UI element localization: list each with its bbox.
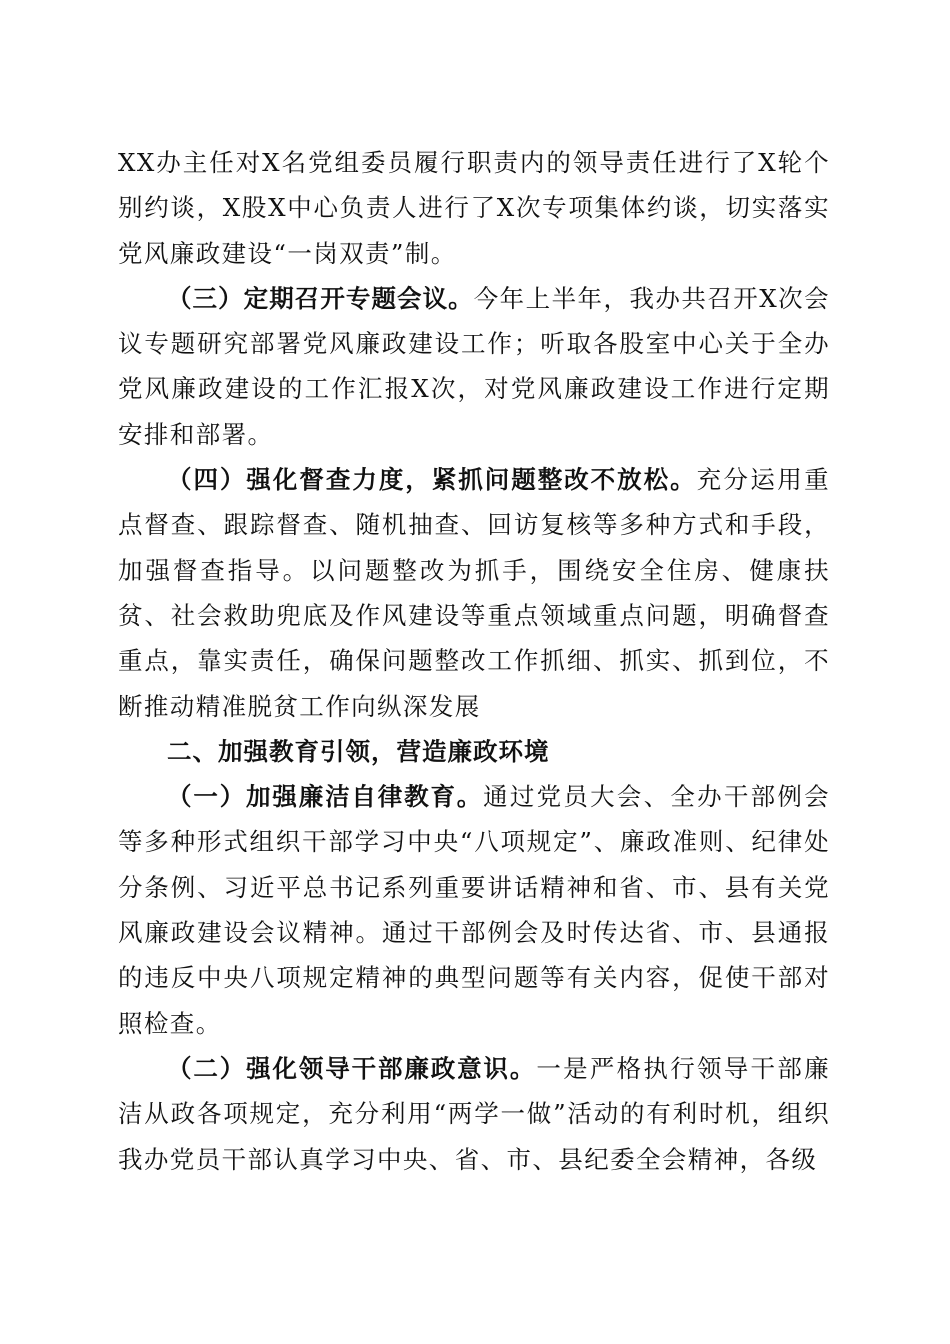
paragraph-lead: （四）强化督查力度，紧抓问题整改不放松。 [167, 465, 697, 495]
paragraph-body: 今年上半年，我办共召开X次会议专题研究部署党风廉政建设工作；听取各股室中心关于全办党风廉政建设的工作汇报X次，对党风廉政建设工作进行定期安排和部署。 [118, 283, 830, 449]
paragraph-continued-interviews [118, 140, 830, 276]
paragraph-supervision [118, 457, 830, 729]
paragraph-lead: （二）强化领导干部廉政意识。 [167, 1053, 537, 1083]
paragraph-body: XX办主任对X名党组委员履行职责内的领导责任进行了X轮个别约谈，X股X中心负责人进行了X次专项集体约谈，切实落实党风廉政建设“一岗双责”制。 [118, 148, 830, 268]
paragraph-special-meetings [118, 276, 830, 457]
document-body [118, 140, 830, 1182]
paragraph-lead: （一）加强廉洁自律教育。 [167, 782, 484, 812]
paragraph-leader-awareness [118, 1046, 830, 1182]
paragraph-lead: （三）定期召开专题会议。 [167, 283, 474, 313]
paragraph-body: 一是严格执行领导干部廉洁从政各项规定，充分利用“两学一做”活动的有利时机，组织我办党员干部认真学习中央、省、市、县纪委全会精神，各级 [118, 1053, 831, 1174]
paragraph-body: 通过党员大会、全办干部例会等多种形式组织干部学习中央“八项规定”、廉政准则、纪律处分条例、习近平总书记系列重要讲话精神和省、市、县有关党风廉政建设会议精神。通过干部例会及时传达省、市、县通报的违反中央八项规定精神的典型问题等有关内容，促使干部对照检查。 [118, 782, 831, 1038]
section-heading: 二、加强教育引领，营造廉政环境 [167, 736, 550, 766]
paragraph-integrity-education [118, 774, 830, 1046]
paragraph-body: 充分运用重点督查、跟踪督查、随机抽查、回访复核等多种方式和手段，加强督查指导。以问题整改为抓手，围绕安全住房、健康扶贫、社会救助兜底及作风建设等重点领域重点问题，明确督查重点，靠实责任，确保问题整改工作抓细、抓实、抓到位，不断推动精准脱贫工作向纵深发展 [118, 465, 831, 721]
